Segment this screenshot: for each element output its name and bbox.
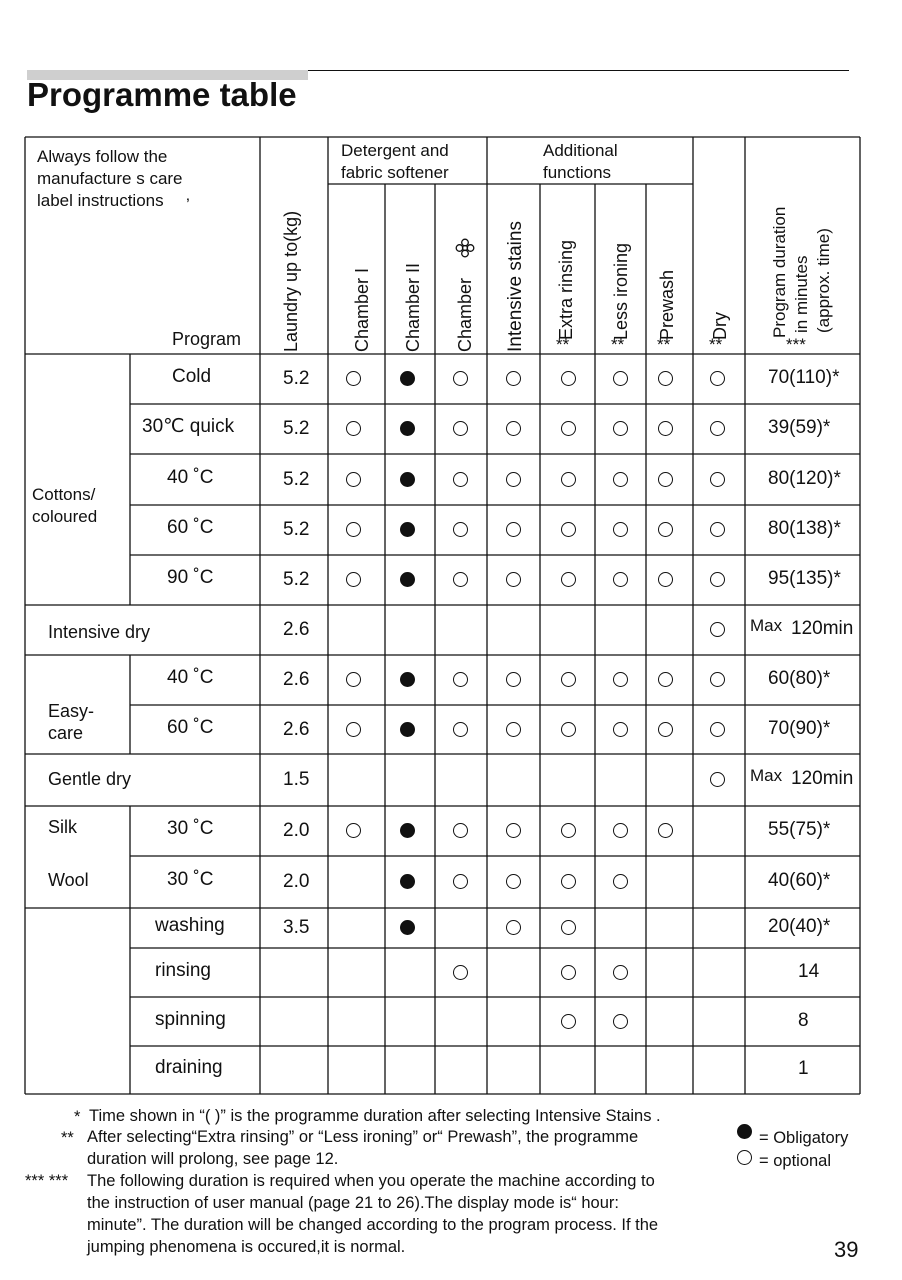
row-duration: 8 (798, 1009, 809, 1031)
optional-mark (561, 672, 576, 687)
row-duration: 95(135)* (768, 568, 841, 589)
optional-mark (613, 522, 628, 537)
care-label-note-mark: ’ (186, 195, 190, 214)
optional-mark (561, 920, 576, 935)
optional-mark (613, 371, 628, 386)
optional-mark (561, 1014, 576, 1029)
optional-mark (613, 874, 628, 889)
laundry-column-header: Laundry up to(kg) (281, 210, 301, 352)
optional-mark (453, 472, 468, 487)
open-circle-icon (737, 1150, 752, 1165)
duration-mark: *** (786, 335, 806, 354)
prewash-header: Prewash (657, 269, 677, 340)
row-laundry-kg: 3.5 (283, 917, 310, 938)
row-program-label: 60 ˚C (167, 716, 214, 738)
obligatory-mark (400, 522, 415, 537)
row-program-label: spinning (155, 1008, 226, 1030)
optional-mark (658, 823, 673, 838)
row-laundry-kg: 2.0 (283, 820, 310, 841)
optional-mark (453, 672, 468, 687)
optional-mark (658, 472, 673, 487)
row-duration: 70(90)* (768, 717, 831, 739)
row-program-label: 30 ˚C (167, 818, 214, 839)
footnote-2-line-1: After selecting“Extra rinsing” or “Less ironing” or“ Prewash”, the programme (87, 1128, 639, 1146)
chamber-2-header: Chamber II (403, 262, 423, 352)
optional-mark (453, 874, 468, 889)
obligatory-mark (400, 472, 415, 487)
legend-obligatory: = Obligatory (759, 1129, 849, 1147)
obligatory-mark (400, 672, 415, 687)
row-laundry-kg: 5.2 (283, 569, 310, 590)
optional-mark (561, 823, 576, 838)
group-easy-care: Easy- care (48, 701, 95, 743)
group-gentle-dry: Gentle dry (48, 769, 132, 789)
optional-mark (506, 421, 521, 436)
footnote-3-line-3: minute”. The duration will be changed according to the program process. If the (87, 1216, 659, 1234)
optional-mark (561, 722, 576, 737)
obligatory-mark (400, 572, 415, 587)
optional-mark (453, 572, 468, 587)
row-laundry-kg: 2.6 (283, 669, 310, 690)
optional-mark (453, 522, 468, 537)
row-program-label: 30 ˚C (167, 869, 214, 890)
optional-mark (506, 522, 521, 537)
less-ironing-mark: ** (611, 335, 625, 354)
footnote-1-mark: * (74, 1108, 81, 1126)
row-program-label: Cold (172, 366, 212, 387)
optional-mark (710, 421, 725, 436)
obligatory-mark (400, 874, 415, 889)
row-duration: 80(120)* (768, 467, 841, 489)
row-duration: 120min (791, 618, 854, 639)
row-duration: 80(138)* (768, 518, 841, 539)
dry-mark: ** (709, 335, 723, 354)
optional-mark (710, 371, 725, 386)
duration-header-line-1: Program duration (770, 206, 789, 338)
optional-mark (710, 572, 725, 587)
row-program-label: 90 ˚C (167, 567, 214, 588)
optional-mark (506, 823, 521, 838)
optional-mark (453, 421, 468, 436)
obligatory-mark (400, 920, 415, 935)
duration-header-line-2: in minutes (792, 255, 811, 333)
optional-mark (710, 522, 725, 537)
optional-mark (658, 722, 673, 737)
row-laundry-kg: 2.6 (283, 619, 310, 640)
optional-mark (613, 421, 628, 436)
obligatory-mark (400, 421, 415, 436)
care-label-note: Always follow the manufacture s care label instructions (37, 147, 183, 210)
optional-mark (710, 622, 725, 637)
optional-mark (658, 572, 673, 587)
row-program-label: 40 ˚C (167, 466, 214, 488)
row-duration: 14 (798, 960, 820, 982)
row-duration: 60(80)* (768, 668, 831, 689)
optional-mark (346, 672, 361, 687)
optional-mark (346, 371, 361, 386)
group-intensive-dry: Intensive dry (48, 622, 151, 642)
row-laundry-kg: 5.2 (283, 418, 310, 439)
row-program-label: 40 ˚C (167, 667, 214, 688)
row-duration: 55(75)* (768, 819, 831, 840)
optional-mark (453, 823, 468, 838)
row-program-label: washing (155, 915, 225, 936)
optional-mark (346, 472, 361, 487)
optional-mark (658, 522, 673, 537)
optional-mark (658, 672, 673, 687)
footnote-3-mark: *** *** (25, 1172, 69, 1190)
optional-mark (613, 722, 628, 737)
optional-mark (613, 672, 628, 687)
chamber-3-header: Chamber (455, 277, 475, 352)
obligatory-mark (400, 722, 415, 737)
extra-rinsing-header: Extra rinsing (556, 239, 576, 340)
optional-mark (506, 874, 521, 889)
optional-mark (506, 472, 521, 487)
optional-mark (561, 874, 576, 889)
duration-header-line-3: (approx. time) (814, 228, 833, 333)
program-column-header: Program (172, 329, 242, 349)
prewash-mark: ** (657, 335, 671, 354)
filled-circle-icon (737, 1124, 752, 1139)
row-laundry-kg: 5.2 (283, 368, 310, 389)
optional-mark (561, 572, 576, 587)
row-duration-max: Max (750, 766, 783, 785)
group-wool: Wool (48, 870, 89, 890)
dry-header: Dry (710, 312, 730, 340)
detergent-group-header: Detergent and fabric softener (341, 141, 449, 182)
optional-mark (506, 371, 521, 386)
extra-rinsing-mark: ** (556, 335, 570, 354)
row-laundry-kg: 1.5 (283, 769, 310, 790)
row-laundry-kg: 5.2 (283, 468, 310, 490)
row-laundry-kg: 2.0 (283, 871, 310, 892)
row-duration: 1 (798, 1058, 809, 1079)
optional-mark (710, 772, 725, 787)
optional-mark (561, 472, 576, 487)
optional-mark (346, 572, 361, 587)
footnote-3-line-1: The following duration is required when you operate the machine according to (87, 1172, 655, 1190)
additional-functions-header: Additional functions (543, 141, 618, 182)
intensive-stains-header: Intensive stains (505, 221, 526, 352)
group-cottons: Cottons/ coloured (32, 485, 98, 526)
optional-mark (346, 522, 361, 537)
optional-mark (453, 722, 468, 737)
footnote-3-line-2: the instruction of user manual (page 21 to 26).The display mode is“ hour: (87, 1194, 619, 1212)
row-duration-max: Max (750, 616, 783, 635)
row-laundry-kg: 5.2 (283, 519, 310, 540)
row-program-label: 60 ˚C (167, 517, 214, 538)
row-duration: 20(40)* (768, 916, 831, 937)
row-duration: 120min (791, 768, 854, 789)
optional-mark (658, 421, 673, 436)
optional-mark (346, 722, 361, 737)
optional-mark (346, 823, 361, 838)
footnote-2-line-2: duration will prolong, see page 12. (87, 1150, 339, 1168)
page-number: 39 (834, 1237, 859, 1262)
page-title: Programme table (27, 76, 297, 113)
optional-mark (710, 722, 725, 737)
optional-mark (506, 722, 521, 737)
row-program-label: 30℃ quick (142, 416, 235, 437)
optional-mark (346, 421, 361, 436)
row-laundry-kg: 2.6 (283, 718, 310, 740)
optional-mark (453, 965, 468, 980)
row-program-label: draining (155, 1057, 223, 1078)
optional-mark (613, 823, 628, 838)
optional-mark (561, 421, 576, 436)
row-duration: 39(59)* (768, 417, 831, 438)
optional-mark (613, 965, 628, 980)
chamber-1-header: Chamber I (352, 267, 372, 352)
less-ironing-header: Less ironing (611, 242, 631, 340)
optional-mark (453, 371, 468, 386)
row-program-label: rinsing (155, 959, 211, 981)
obligatory-mark (400, 371, 415, 386)
flower-icon (455, 238, 475, 258)
group-silk: Silk (48, 817, 78, 837)
footnote-2-mark: ** (61, 1129, 74, 1147)
optional-mark (658, 371, 673, 386)
optional-mark (561, 371, 576, 386)
row-duration: 70(110)* (768, 367, 840, 388)
optional-mark (613, 1014, 628, 1029)
optional-mark (506, 920, 521, 935)
optional-mark (710, 472, 725, 487)
row-duration: 40(60)* (768, 870, 831, 891)
legend-optional: = optional (759, 1152, 832, 1170)
optional-mark (506, 572, 521, 587)
optional-mark (613, 472, 628, 487)
optional-mark (506, 672, 521, 687)
optional-mark (561, 522, 576, 537)
optional-mark (710, 672, 725, 687)
optional-mark (561, 965, 576, 980)
obligatory-mark (400, 823, 415, 838)
footnote-3-line-4: jumping phenomena is occured,it is normal. (87, 1238, 406, 1256)
footnote-1: Time shown in “( )” is the programme duration after selecting Intensive Stains . (89, 1107, 661, 1125)
optional-mark (613, 572, 628, 587)
